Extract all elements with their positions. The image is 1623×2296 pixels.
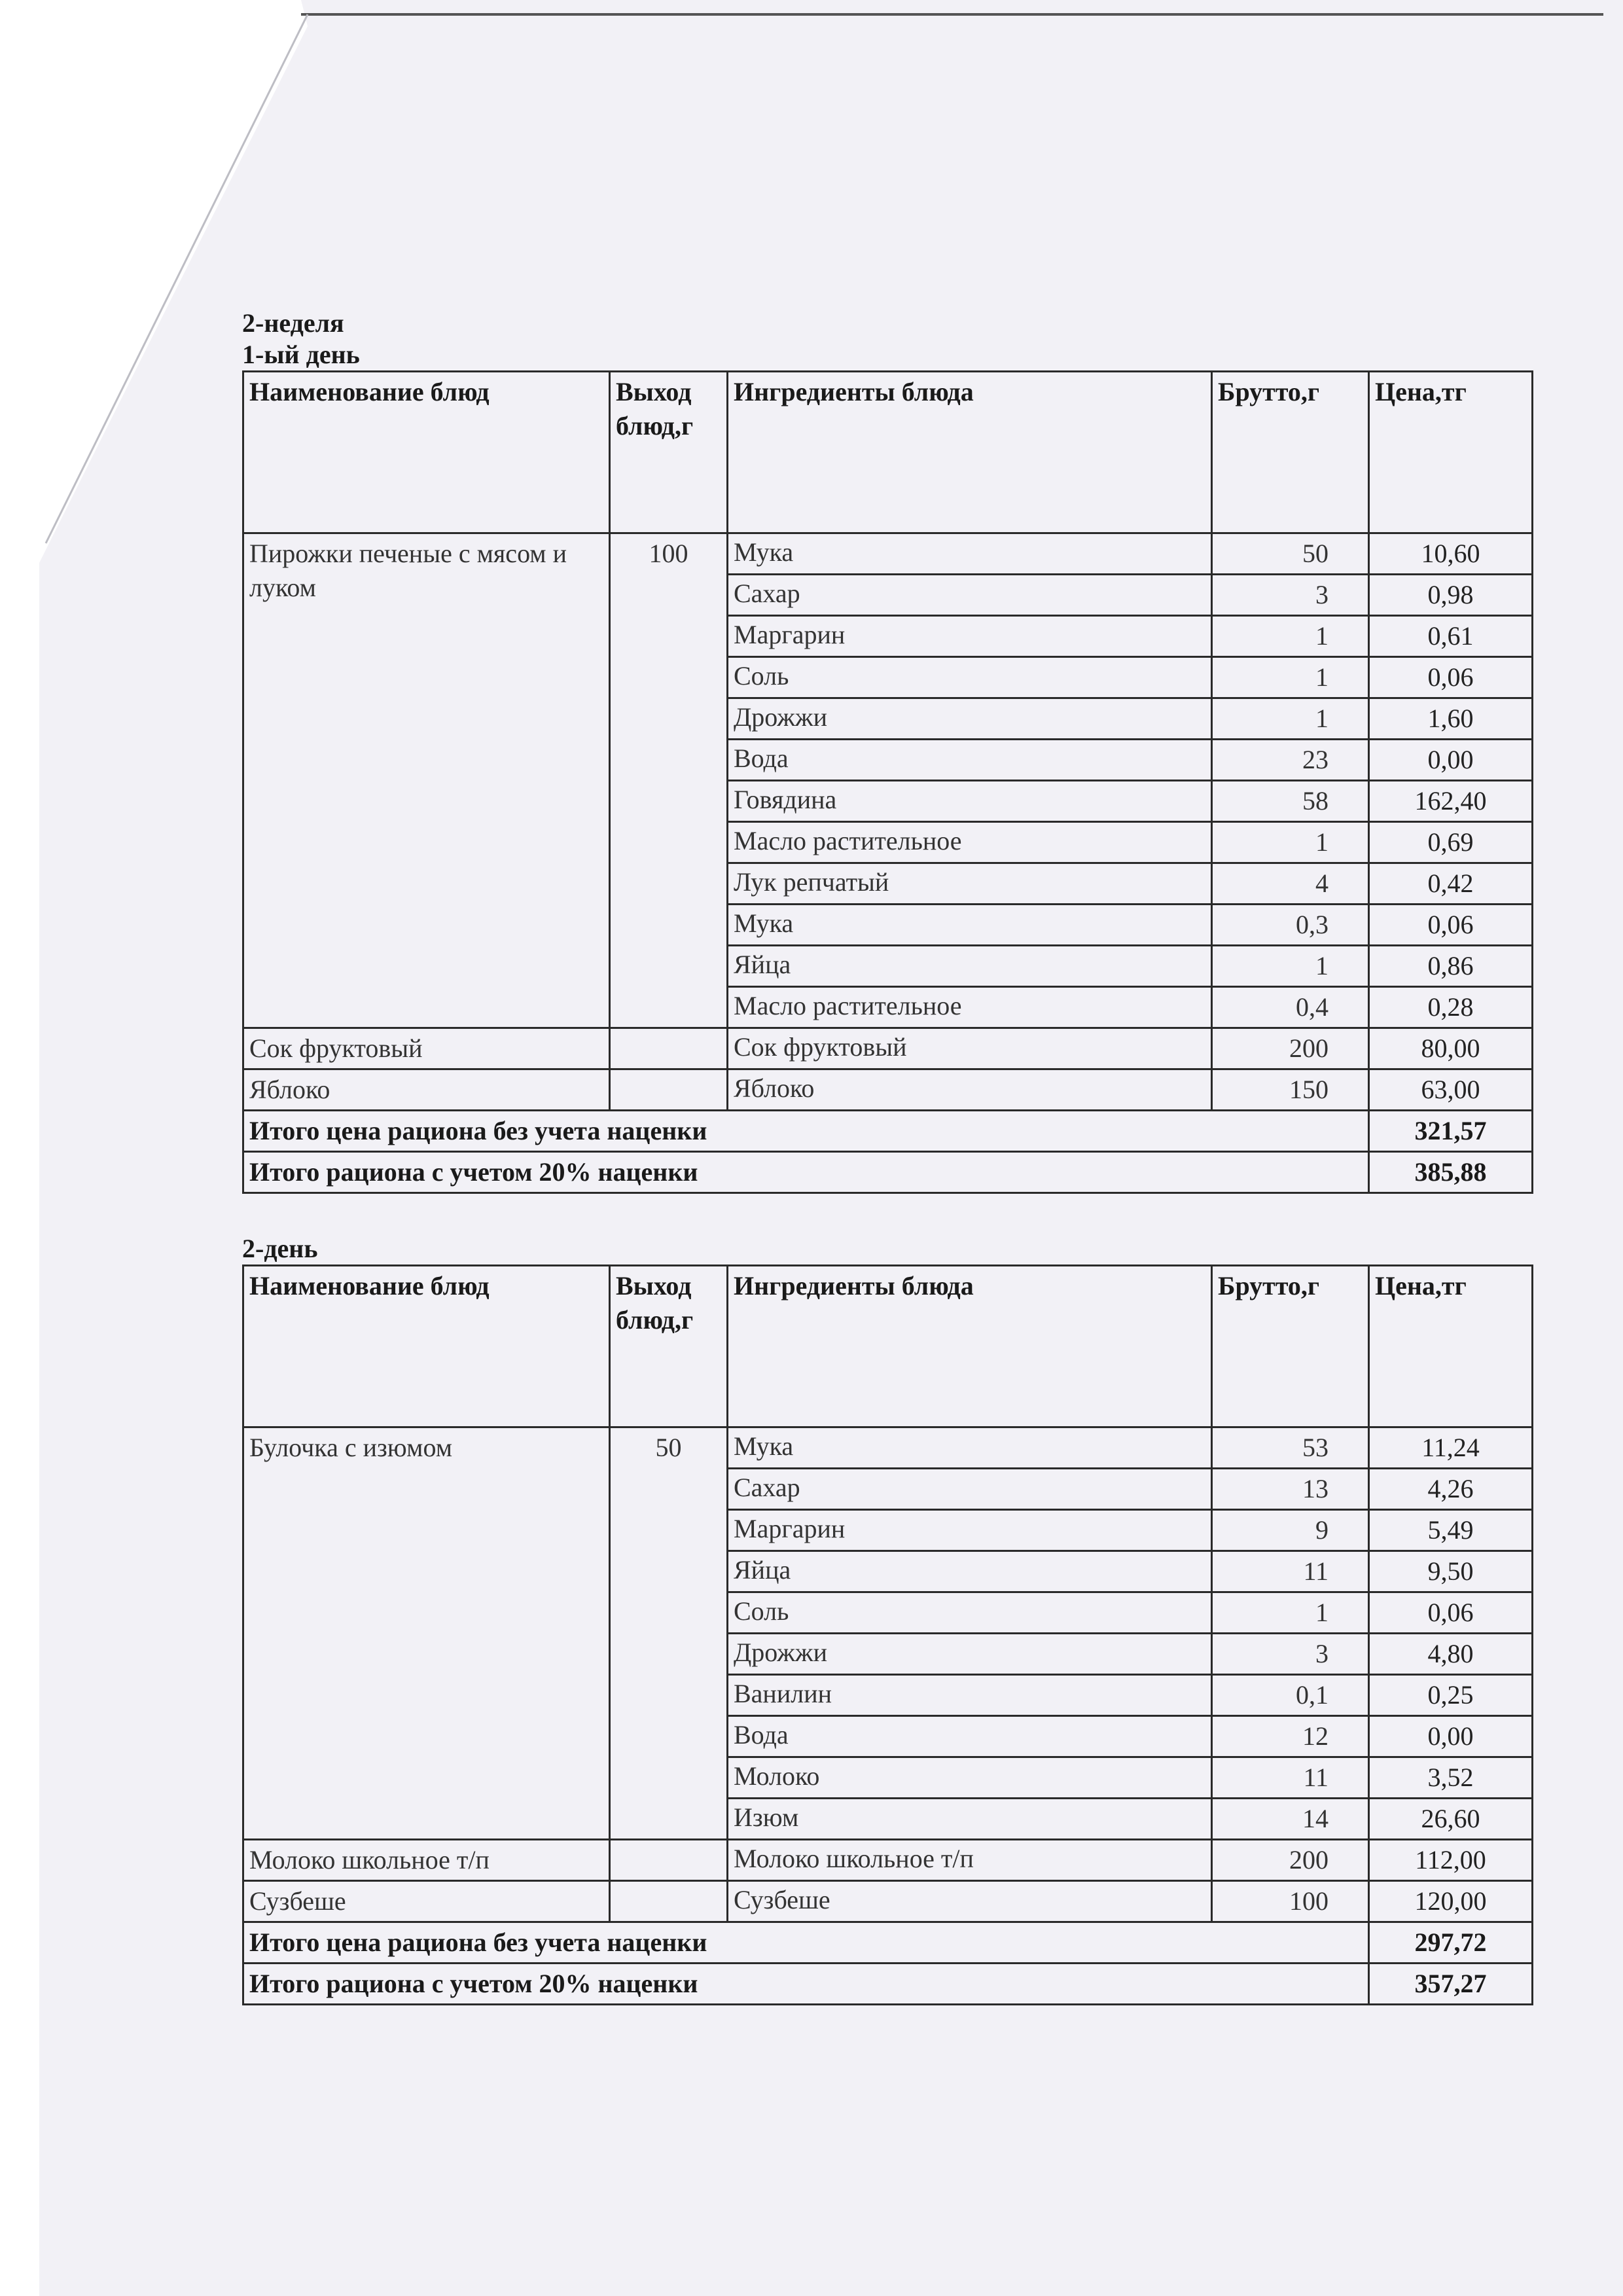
gross: 1 <box>1212 1592 1369 1634</box>
gross: 0,3 <box>1212 905 1369 946</box>
total-value: 297,72 <box>1369 1922 1533 1964</box>
header-yield: Выход блюд,г <box>610 372 728 533</box>
price: 0,61 <box>1369 616 1533 657</box>
table-header-row <box>243 1266 1533 1427</box>
gross: 13 <box>1212 1469 1369 1510</box>
dish-yield <box>610 1069 728 1111</box>
total-value: 321,57 <box>1369 1111 1533 1152</box>
price: 0,98 <box>1369 575 1533 616</box>
ingredient: Яблоко <box>728 1069 1212 1111</box>
price: 0,06 <box>1369 1592 1533 1634</box>
markup-row <box>243 1964 1533 2005</box>
ingredient: Масло растительное <box>728 987 1212 1028</box>
gross: 12 <box>1212 1716 1369 1757</box>
gross: 11 <box>1212 1757 1369 1799</box>
ingredient: Молоко школьное т/п <box>728 1840 1212 1881</box>
price: 3,52 <box>1369 1757 1533 1799</box>
ingredient: Дрожжи <box>728 698 1212 740</box>
ingredient: Соль <box>728 1592 1212 1634</box>
dish-yield <box>610 1028 728 1069</box>
dish-name: Булочка с изюмом <box>243 1427 610 1840</box>
table-row <box>243 1028 1533 1069</box>
markup-label: Итого рациона с учетом 20% наценки <box>243 1964 1369 2005</box>
gross: 200 <box>1212 1840 1369 1881</box>
gross: 200 <box>1212 1028 1369 1069</box>
markup-value: 357,27 <box>1369 1964 1533 2005</box>
price: 120,00 <box>1369 1881 1533 1922</box>
ingredient: Масло растительное <box>728 822 1212 863</box>
gross: 50 <box>1212 533 1369 575</box>
ingredient: Маргарин <box>728 1510 1212 1551</box>
ingredient: Мука <box>728 1427 1212 1469</box>
gross: 1 <box>1212 616 1369 657</box>
document-sheet <box>242 308 1551 2005</box>
price: 4,80 <box>1369 1634 1533 1675</box>
ingredient: Сок фруктовый <box>728 1028 1212 1069</box>
price: 1,60 <box>1369 698 1533 740</box>
day2-table <box>242 1265 1533 2005</box>
gross: 0,1 <box>1212 1675 1369 1716</box>
ingredient: Сузбеше <box>728 1881 1212 1922</box>
header-gross: Брутто,г <box>1212 1266 1369 1427</box>
ingredient: Сахар <box>728 1469 1212 1510</box>
price: 162,40 <box>1369 781 1533 822</box>
header-ingredients: Ингредиенты блюда <box>728 1266 1212 1427</box>
price: 80,00 <box>1369 1028 1533 1069</box>
gross: 14 <box>1212 1799 1369 1840</box>
ingredient: Сахар <box>728 575 1212 616</box>
price: 0,42 <box>1369 863 1533 905</box>
dish-yield: 50 <box>610 1427 728 1840</box>
dish-name: Сузбеше <box>243 1881 610 1922</box>
ingredient: Ванилин <box>728 1675 1212 1716</box>
ingredient: Мука <box>728 533 1212 575</box>
ingredient: Мука <box>728 905 1212 946</box>
gross: 1 <box>1212 698 1369 740</box>
markup-label: Итого рациона с учетом 20% наценки <box>243 1152 1369 1193</box>
price: 0,25 <box>1369 1675 1533 1716</box>
dish-name: Пирожки печеные с мясом и луком <box>243 533 610 1028</box>
ingredient: Яйца <box>728 1551 1212 1592</box>
week-title: 2-неделя <box>242 308 344 338</box>
gross: 1 <box>1212 822 1369 863</box>
price: 0,00 <box>1369 1716 1533 1757</box>
dish-yield <box>610 1840 728 1881</box>
table-row <box>243 1427 1533 1469</box>
ingredient: Говядина <box>728 781 1212 822</box>
ingredient: Яйца <box>728 946 1212 987</box>
price: 112,00 <box>1369 1840 1533 1881</box>
table-header-row <box>243 372 1533 533</box>
price: 11,24 <box>1369 1427 1533 1469</box>
ingredient: Маргарин <box>728 616 1212 657</box>
gross: 100 <box>1212 1881 1369 1922</box>
header-price: Цена,тг <box>1369 1266 1533 1427</box>
price: 0,69 <box>1369 822 1533 863</box>
day1-title: 1-ый день <box>242 340 360 369</box>
gross: 3 <box>1212 575 1369 616</box>
price: 5,49 <box>1369 1510 1533 1551</box>
markup-row <box>243 1152 1533 1193</box>
table-row <box>243 1069 1533 1111</box>
price: 0,86 <box>1369 946 1533 987</box>
ingredient: Вода <box>728 740 1212 781</box>
ingredient: Молоко <box>728 1757 1212 1799</box>
gross: 1 <box>1212 946 1369 987</box>
table-row <box>243 1881 1533 1922</box>
total-label: Итого цена рациона без учета наценки <box>243 1111 1369 1152</box>
table-row <box>243 1840 1533 1881</box>
dish-name: Молоко школьное т/п <box>243 1840 610 1881</box>
dish-name: Яблоко <box>243 1069 610 1111</box>
dish-yield <box>610 1881 728 1922</box>
header-dish: Наименование блюд <box>243 1266 610 1427</box>
day1-table <box>242 370 1533 1194</box>
gross: 3 <box>1212 1634 1369 1675</box>
dish-yield: 100 <box>610 533 728 1028</box>
price: 10,60 <box>1369 533 1533 575</box>
price: 0,00 <box>1369 740 1533 781</box>
gross: 58 <box>1212 781 1369 822</box>
total-row <box>243 1111 1533 1152</box>
price: 4,26 <box>1369 1469 1533 1510</box>
header-price: Цена,тг <box>1369 372 1533 533</box>
header-gross: Брутто,г <box>1212 372 1369 533</box>
gross: 150 <box>1212 1069 1369 1111</box>
gross: 1 <box>1212 657 1369 698</box>
header-dish: Наименование блюд <box>243 372 610 533</box>
gross: 0,4 <box>1212 987 1369 1028</box>
gross: 11 <box>1212 1551 1369 1592</box>
price: 63,00 <box>1369 1069 1533 1111</box>
day2-title: 2-день <box>242 1234 318 1263</box>
header-yield: Выход блюд,г <box>610 1266 728 1427</box>
markup-value: 385,88 <box>1369 1152 1533 1193</box>
total-row <box>243 1922 1533 1964</box>
price: 26,60 <box>1369 1799 1533 1840</box>
price: 0,06 <box>1369 657 1533 698</box>
ingredient: Вода <box>728 1716 1212 1757</box>
price: 9,50 <box>1369 1551 1533 1592</box>
gross: 9 <box>1212 1510 1369 1551</box>
ingredient: Изюм <box>728 1799 1212 1840</box>
total-label: Итого цена рациона без учета наценки <box>243 1922 1369 1964</box>
gross: 4 <box>1212 863 1369 905</box>
gross: 23 <box>1212 740 1369 781</box>
ingredient: Дрожжи <box>728 1634 1212 1675</box>
table-row <box>243 533 1533 575</box>
price: 0,06 <box>1369 905 1533 946</box>
ingredient: Соль <box>728 657 1212 698</box>
price: 0,28 <box>1369 987 1533 1028</box>
dish-name: Сок фруктовый <box>243 1028 610 1069</box>
gross: 53 <box>1212 1427 1369 1469</box>
header-ingredients: Ингредиенты блюда <box>728 372 1212 533</box>
ingredient: Лук репчатый <box>728 863 1212 905</box>
